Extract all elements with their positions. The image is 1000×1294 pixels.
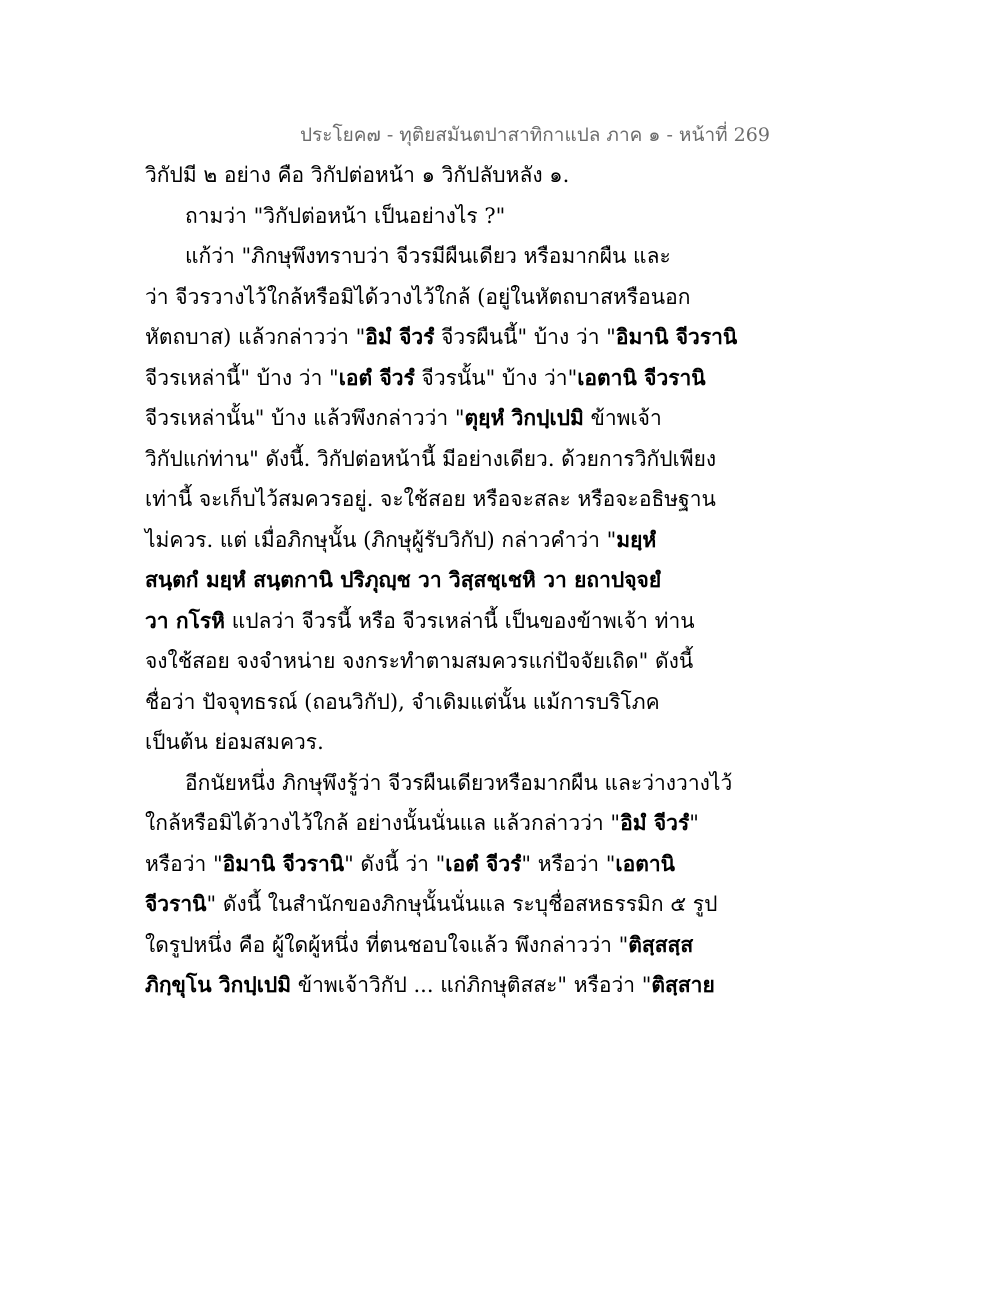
text-line — [145, 803, 705, 844]
text-line — [145, 925, 705, 966]
text-segment: อีกนัยหนึ่ง ภิกษุพึงรู้ว่า จีวรผืนเดียวหรือมากผืน และว่างวางไว้ — [185, 770, 733, 795]
text-line — [145, 439, 717, 480]
text-line — [145, 965, 715, 1006]
text-line — [145, 884, 718, 925]
text-segment: จงใช้สอย จงจำหน่าย จงกระทำตามสมควรแก่ปัจจัยเถิด" ดังนี้ — [145, 649, 694, 673]
text-segment: " หรือว่า " — [521, 851, 616, 876]
running-header: ประโยค๗ - ทุติยสมันตปาสาทิกาแปล ภาค ๑ - หน้าที่ 269 — [300, 124, 770, 146]
text-segment: ไม่ควร. แต่ เมื่อภิกษุนั้น (ภิกษุผู้รับวิกัป) กล่าวคำว่า " — [145, 527, 617, 552]
pali-term: มยฺหํ — [616, 526, 657, 552]
text-segment: วิกัปแก่ท่าน" ดังนี้. วิกัปต่อหน้านี้ มีอย่างเดียว. ด้วยการวิกัปเพียง — [145, 446, 717, 471]
pali-term: อิมานิ จีวรานิ — [615, 324, 738, 349]
text-segment: จีวรนั้น" บ้าง ว่า" — [414, 365, 578, 390]
text-line — [145, 641, 705, 682]
text-segment: ใดรูปหนึ่ง คือ ผู้ใดผู้หนึ่ง ที่ตนชอบใจแล้ว พึงกล่าวว่า " — [145, 932, 629, 957]
text-segment: " ดังนี้ ในสำนักของภิกษุนั้นนั่นแล ระบุชื่อสหธรรมิก ๕ รูป — [206, 892, 718, 916]
pali-term: ติสฺสสฺส — [628, 931, 694, 957]
text-segment: หัตถบาส) แล้วกล่าวว่า " — [145, 325, 366, 349]
pali-term: ตุยฺหํ วิกปฺเปมิ — [464, 405, 584, 430]
text-segment: ใกล้หรือมิได้วางไว้ใกล้ อย่างนั้นนั่นแล แล้วกล่าวว่า " — [145, 811, 621, 835]
text-line — [145, 398, 705, 439]
text-line — [145, 722, 705, 763]
text-segment: จีวรผืนนี้" บ้าง ว่า " — [434, 325, 616, 349]
text-segment: หรือว่า " — [145, 851, 223, 876]
text-line — [145, 155, 705, 196]
text-line — [145, 236, 705, 277]
pali-term: เอตานิ จีวรานิ — [577, 364, 706, 390]
text-line — [145, 196, 705, 237]
pali-term: อิมํ จีวรํ — [365, 324, 435, 349]
text-line — [145, 682, 705, 723]
text-line — [145, 358, 705, 399]
pali-term: เอตํ จีวรํ — [445, 850, 522, 876]
text-line — [145, 479, 716, 520]
text-segment: " ดังนี้ ว่า " — [344, 851, 446, 876]
text-line — [145, 520, 705, 561]
text-segment: จีวรเหล่านี้" บ้าง ว่า " — [145, 365, 339, 390]
pali-term: ภิกฺขุโน วิกปฺเปมิ — [145, 972, 292, 997]
body-text — [145, 155, 738, 1006]
text-segment: แก้ว่า "ภิกษุพึงทราบว่า จีวรมีผืนเดียว หรือมากผืน และ — [185, 244, 671, 268]
pali-term: สนฺตกํ มยฺหํ สนฺตกานิ ปริภุญฺช วา วิสฺสชฺเชหิ วา ยถาปจฺจยํ — [145, 567, 662, 592]
pali-term: อิมํ จีวรํ — [620, 810, 690, 835]
text-line — [145, 317, 738, 358]
text-segment: " — [689, 811, 699, 835]
text-segment: ข้าพเจ้า — [583, 406, 662, 430]
pali-term: อิมานิ จีวรานิ — [222, 850, 345, 876]
text-segment: วิกัปมี ๒ อย่าง คือ วิกัปต่อหน้า ๑ วิกัปลับหลัง ๑. — [145, 163, 570, 187]
text-segment: ถามว่า "วิกัปต่อหน้า เป็นอย่างไร ?" — [185, 203, 506, 228]
pali-term: วา กโรหิ — [145, 607, 226, 633]
text-segment: แปลว่า จีวรนี้ หรือ จีวรเหล่านี้ เป็นของข้าพเจ้า ท่าน — [225, 608, 695, 633]
text-segment: ชื่อว่า ปัจจุทธรณ์ (ถอนวิกัป), จำเดิมแต่นั้น แม้การบริโภค — [145, 689, 660, 714]
text-segment: ว่า จีวรวางไว้ใกล้หรือมิได้วางไว้ใกล้ (อยู่ในหัตถบาสหรือนอก — [145, 284, 691, 309]
pali-term: จีวรานิ — [145, 891, 207, 916]
text-line — [145, 560, 705, 601]
text-line — [145, 601, 705, 642]
pali-term: เอตานิ — [615, 850, 675, 876]
text-segment: ข้าพเจ้าวิกัป ... แก่ภิกษุติสสะ" หรือว่า " — [291, 973, 652, 997]
text-line — [145, 277, 705, 318]
text-line — [145, 844, 705, 885]
pali-term: เอตํ จีวรํ — [338, 364, 415, 390]
text-segment: เท่านี้ จะเก็บไว้สมควรอยู่. จะใช้สอย หรือจะสละ หรือจะอธิษฐาน — [145, 487, 716, 511]
pali-term: ติสฺสาย — [651, 972, 715, 997]
text-segment: จีวรเหล่านั้น" บ้าง แล้วพึงกล่าวว่า " — [145, 406, 465, 430]
text-segment: เป็นต้น ย่อมสมควร. — [145, 730, 324, 754]
text-line — [145, 763, 733, 804]
